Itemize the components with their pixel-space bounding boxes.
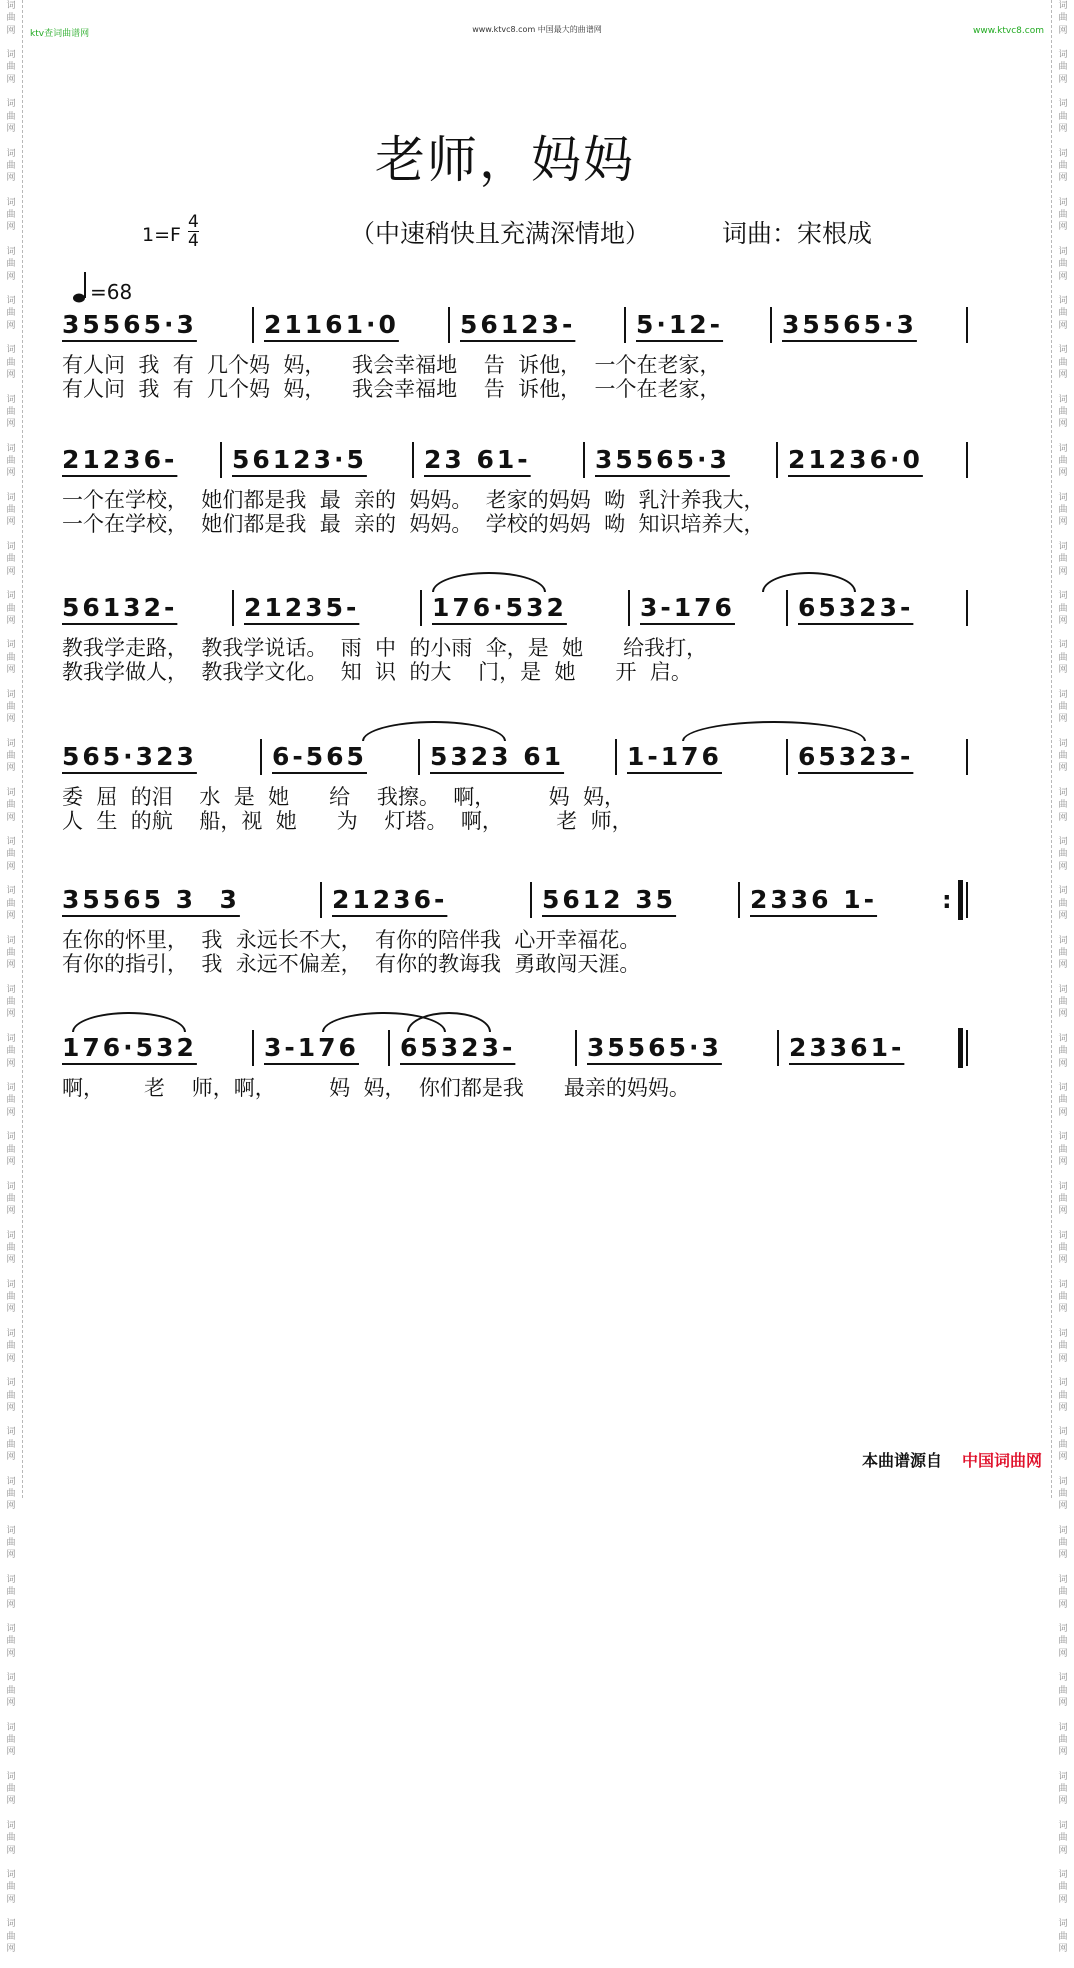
left-margin-watermark: 词 曲 网 词 曲 网 词 曲 网 词 曲 网 词 曲 网 词 曲 网 词 曲 网 词 曲 网 词 曲 网 词 曲 网 词 曲 网 词 曲 网 词 曲 网 词 曲 网 词 曲 网 词 曲 网 词 曲 网 词 曲 网 词 曲 网 词 曲 网 词 曲 网 词 曲 网 词 曲 网 词 曲 网 词 曲 网 词 曲 网 词 曲 网 词 曲 网 词 曲 网 词 曲 网 词 曲 网 词 曲 网 词 曲 网 词 曲 网 词 曲 网 词 曲 网 词 曲 网 词 曲 网 词 曲 网 词 曲 网	[0, 0, 23, 1498]
time-signature	[188, 213, 199, 250]
time-sig-bottom: 4	[188, 231, 199, 251]
measure	[264, 305, 399, 345]
bar-line	[966, 739, 968, 775]
measure-notes: 21235-	[244, 593, 360, 622]
bar-line	[388, 1030, 390, 1066]
tempo-bpm: =68	[90, 280, 133, 304]
lyrics-verse-1: 教我学走路， 教我学说话。 雨 中 的小雨 伞，是 她 给我打，	[62, 636, 708, 660]
measure	[595, 440, 730, 480]
lyrics-verse-1: 有人问 我 有 几个妈 妈， 我会幸福地 告 诉他， 一个在老家，	[62, 353, 721, 377]
slur	[362, 721, 506, 741]
measure-notes: 56123·5	[232, 445, 367, 474]
measure	[62, 305, 197, 345]
measure-notes: 176·532	[432, 593, 567, 622]
measure	[62, 737, 197, 777]
measure-notes: 6-565	[272, 742, 367, 771]
slur	[72, 1012, 186, 1032]
measure-notes: 3-176	[640, 593, 735, 622]
bar-line	[966, 1030, 968, 1066]
bar-line	[966, 882, 968, 918]
measure-notes: 23 61-	[424, 445, 531, 474]
score-line	[62, 880, 982, 976]
score-line	[62, 737, 982, 833]
bar-line	[966, 590, 968, 626]
measure	[62, 588, 177, 628]
bar-line	[776, 442, 778, 478]
final-bar	[958, 1028, 963, 1068]
measure	[782, 305, 917, 345]
measure-notes: 5323 61	[430, 742, 565, 771]
measure-notes: 3-176	[264, 1033, 359, 1062]
measure-notes: 35565 3 3	[62, 885, 240, 914]
bar-line	[418, 739, 420, 775]
header-right-site[interactable]: www.ktvc8.com	[973, 26, 1044, 36]
bar-line	[448, 307, 450, 343]
footer-site-link[interactable]: 中国词曲网	[961, 1451, 1042, 1470]
credits: 词曲：宋根成	[722, 219, 873, 248]
slur	[432, 572, 546, 592]
measure	[789, 1028, 904, 1068]
bar-line	[786, 739, 788, 775]
lyrics-verse-2: 有人问 我 有 几个妈 妈， 我会幸福地 告 诉他， 一个在老家，	[62, 377, 721, 401]
measure	[62, 1028, 197, 1068]
time-sig-top: 4	[188, 212, 199, 232]
measure	[232, 440, 367, 480]
bar-line	[628, 590, 630, 626]
bar-line	[966, 442, 968, 478]
measure	[788, 440, 923, 480]
measure-notes: 5612 35	[542, 885, 677, 914]
header-left-site[interactable]: ktv查词曲谱网	[30, 29, 90, 39]
lyrics-verse-1: 一个在学校， 她们都是我 最 亲的 妈妈。 老家的妈妈 呦 乳汁养我大，	[62, 488, 765, 512]
bar-line	[412, 442, 414, 478]
slur	[682, 721, 866, 741]
repeat-end-bar	[958, 880, 963, 920]
notes-line	[62, 305, 982, 345]
measure	[640, 588, 735, 628]
measure	[62, 440, 177, 480]
bar-line	[530, 882, 532, 918]
measure-notes: 56123-	[460, 310, 576, 339]
measure-notes: 56132-	[62, 593, 178, 622]
notes-line	[62, 1028, 982, 1068]
measure-notes: 21236-	[332, 885, 448, 914]
lyrics-verse-1: 委 屈 的泪 水 是 她 给 我擦。 啊， 妈 妈，	[62, 785, 625, 809]
notes-line	[62, 737, 982, 777]
lyrics-verse-2: 人 生 的航 船，视 她 为 灯塔。 啊， 老 师，	[62, 809, 633, 833]
lyrics-verse-2	[62, 1100, 982, 1124]
measure-notes: 21161·0	[264, 310, 399, 339]
measure	[62, 880, 240, 920]
measure	[750, 880, 877, 920]
measure-notes: 65323-	[798, 593, 914, 622]
measure-notes: 176·532	[62, 1033, 197, 1062]
measure-notes: 21236·0	[788, 445, 923, 474]
score-line	[62, 1028, 982, 1124]
bar-line	[220, 442, 222, 478]
measure	[798, 737, 913, 777]
measure-notes: 1-176	[627, 742, 722, 771]
measure	[332, 880, 447, 920]
lyrics-verse-2: 一个在学校， 她们都是我 最 亲的 妈妈。 学校的妈妈 呦 知识培养大，	[62, 512, 765, 536]
bar-line	[615, 739, 617, 775]
score-line	[62, 440, 982, 536]
measure-notes: 21236-	[62, 445, 178, 474]
measure-notes: 35565·3	[782, 310, 917, 339]
measure-notes: 65323-	[798, 742, 914, 771]
bar-line	[420, 590, 422, 626]
measure	[424, 440, 531, 480]
bar-line	[232, 590, 234, 626]
footer-source-label: 本曲谱源自	[861, 1451, 942, 1470]
bar-line	[770, 307, 772, 343]
bar-line	[624, 307, 626, 343]
lyrics-verse-2: 教我学做人， 教我学文化。 知 识 的大 门，是 她 开 启。	[62, 660, 692, 684]
measure	[430, 737, 564, 777]
tempo-description: （中速稍快且充满深情地）	[350, 219, 651, 248]
lyrics-verse-1: 在你的怀里， 我 永远长不大， 有你的陪伴我 心开幸福花。	[62, 928, 641, 952]
notes-line	[62, 440, 982, 480]
bar-line	[777, 1030, 779, 1066]
measure-notes: 565·323	[62, 742, 197, 771]
header-center-site: www.ktvc8.com 中国最大的曲谱网	[472, 25, 602, 34]
bar-line	[583, 442, 585, 478]
footer-source	[862, 1448, 1042, 1471]
notes-line	[62, 588, 982, 628]
bar-line	[260, 739, 262, 775]
score-line	[62, 588, 982, 684]
bar-line	[320, 882, 322, 918]
bar-line	[252, 307, 254, 343]
slur	[762, 572, 856, 592]
right-margin-watermark: 词 曲 网 词 曲 网 词 曲 网 词 曲 网 词 曲 网 词 曲 网 词 曲 网 词 曲 网 词 曲 网 词 曲 网 词 曲 网 词 曲 网 词 曲 网 词 曲 网 词 曲 网 词 曲 网 词 曲 网 词 曲 网 词 曲 网 词 曲 网 词 曲 网 词 曲 网 词 曲 网 词 曲 网 词 曲 网 词 曲 网 词 曲 网 词 曲 网 词 曲 网 词 曲 网 词 曲 网 词 曲 网 词 曲 网 词 曲 网 词 曲 网 词 曲 网 词 曲 网 词 曲 网 词 曲 网 词 曲 网	[1051, 0, 1074, 1498]
measure	[432, 588, 567, 628]
bar-line	[966, 307, 968, 343]
repeat-sign: :	[942, 886, 952, 914]
measure	[244, 588, 359, 628]
measure	[636, 305, 723, 345]
notes-line	[62, 880, 982, 920]
lyrics-verse-1: 啊， 老 师，啊， 妈 妈， 你们都是我 最亲的妈妈。	[62, 1076, 690, 1100]
measure	[627, 737, 722, 777]
measure-notes: 23361-	[789, 1033, 905, 1062]
measure-notes: 2336 1-	[750, 885, 878, 914]
bar-line	[738, 882, 740, 918]
measure-notes: 5·12-	[636, 310, 724, 339]
measure	[264, 1028, 359, 1068]
lyrics-verse-2: 有你的指引， 我 永远不偏差， 有你的教诲我 勇敢闯天涯。	[62, 952, 641, 976]
bar-line	[575, 1030, 577, 1066]
score-line	[62, 305, 982, 401]
measure	[542, 880, 676, 920]
measure	[798, 588, 913, 628]
measure	[272, 737, 367, 777]
measure	[587, 1028, 722, 1068]
measure	[400, 1028, 515, 1068]
measure-notes: 35565·3	[62, 310, 197, 339]
bar-line	[252, 1030, 254, 1066]
measure	[460, 305, 575, 345]
key-signature: 1=F	[142, 224, 181, 246]
song-title: 老师，妈妈	[375, 131, 635, 189]
measure-notes: 35565·3	[595, 445, 730, 474]
measure-notes: 35565·3	[587, 1033, 722, 1062]
quarter-note-icon	[72, 270, 92, 306]
measure-notes: 65323-	[400, 1033, 516, 1062]
bar-line	[786, 590, 788, 626]
